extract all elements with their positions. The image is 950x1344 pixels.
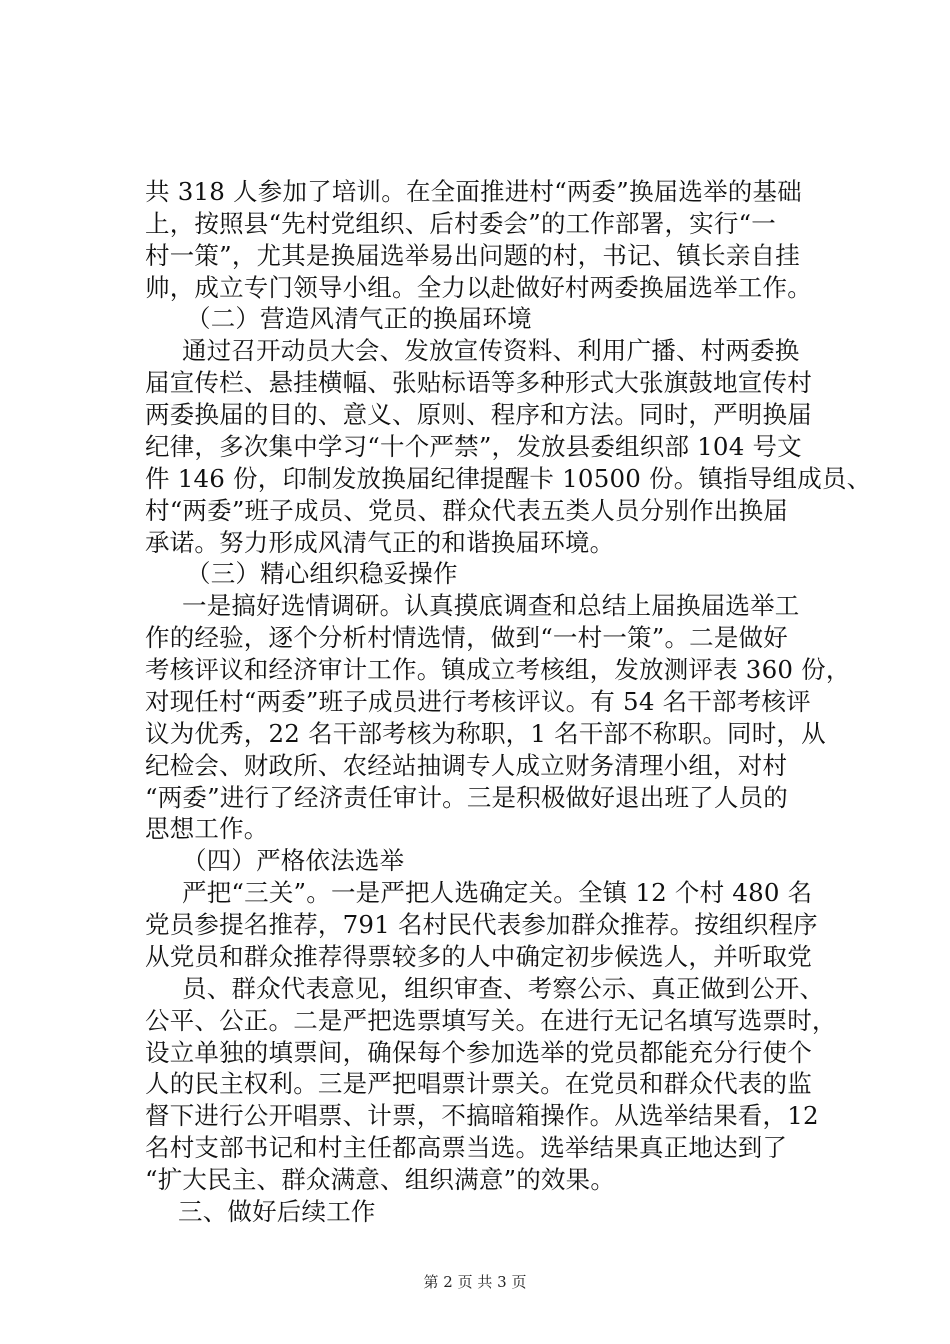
text-line: 党员参提名推荐，791 名村民代表参加群众推荐。按组织程序 <box>145 910 818 939</box>
text-line: 作的经验，逐个分析村情选情，做到“一村一策”。二是做好 <box>145 623 788 652</box>
text-line: 纪检会、财政所、农经站抽调专人成立财务清理小组，对村 <box>145 751 788 780</box>
text-line: 名村支部书记和村主任都高票当选。选举结果真正地达到了 <box>145 1133 788 1162</box>
text-line: 件 146 份，印制发放换届纪律提醒卡 10500 份。镇指导组成员、 <box>145 464 872 493</box>
text-line: 考核评议和经济审计工作。镇成立考核组，发放测评表 360 份， <box>145 655 851 684</box>
text-line: 设立单独的填票间，确保每个参加选举的党员都能充分行使个 <box>145 1038 812 1067</box>
text-line: 严把“三关”。一是严把人选确定关。全镇 12 个村 480 名 <box>182 878 813 907</box>
text-line: 村“两委”班子成员、党员、群众代表五类人员分别作出换届 <box>145 496 788 525</box>
text-line: 帅，成立专门领导小组。全力以赴做好村两委换届选举工作。 <box>145 273 812 302</box>
text-line: 人的民主权利。三是严把唱票计票关。在党员和群众代表的监 <box>145 1069 812 1098</box>
text-line: 纪律，多次集中学习“十个严禁”，发放县委组织部 104 号文 <box>145 432 802 461</box>
section-heading: 三、做好后续工作 <box>178 1197 376 1226</box>
text-line: 议为优秀，22 名干部考核为称职，1 名干部不称职。同时，从 <box>145 719 826 748</box>
text-line: 思想工作。 <box>145 814 269 843</box>
section-heading: （三）精心组织稳妥操作 <box>186 559 458 588</box>
section-heading: （二）营造风清气正的换届环境 <box>186 304 532 333</box>
text-line: 员、群众代表意见，组织审查、考察公示、真正做到公开、 <box>182 974 825 1003</box>
text-line: 共 318 人参加了培训。在全面推进村“两委”换届选举的基础 <box>145 177 802 206</box>
section-heading: （四）严格依法选举 <box>182 846 405 875</box>
text-line: 对现任村“两委”班子成员进行考核评议。有 54 名干部考核评 <box>145 687 811 716</box>
text-line: 督下进行公开唱票、计票，不搞暗箱操作。从选举结果看，12 <box>145 1101 819 1130</box>
text-line: 从党员和群众推荐得票较多的人中确定初步候选人，并听取党 <box>145 942 812 971</box>
text-line: 承诺。努力形成风清气正的和谐换届环境。 <box>145 528 615 557</box>
text-line: 村一策”，尤其是换届选举易出问题的村，书记、镇长亲自挂 <box>145 241 800 270</box>
text-line: 公平、公正。二是严把选票填写关。在进行无记名填写选票时， <box>145 1006 837 1035</box>
text-line: 届宣传栏、悬挂横幅、张贴标语等多种形式大张旗鼓地宣传村 <box>145 368 812 397</box>
text-line: “扩大民主、群众满意、组织满意”的效果。 <box>145 1165 616 1194</box>
page-number-footer: 第 2 页 共 3 页 <box>423 1273 527 1291</box>
text-line: 通过召开动员大会、发放宣传资料、利用广播、村两委换 <box>182 336 800 365</box>
text-line: 一是搞好选情调研。认真摸底调查和总结上届换届选举工 <box>182 591 800 620</box>
text-line: “两委”进行了经济责任审计。三是积极做好退出班了人员的 <box>145 783 788 812</box>
text-line: 上，按照县“先村党组织、后村委会”的工作部署，实行“一 <box>145 209 776 238</box>
text-line: 两委换届的目的、意义、原则、程序和方法。同时，严明换届 <box>145 400 812 429</box>
